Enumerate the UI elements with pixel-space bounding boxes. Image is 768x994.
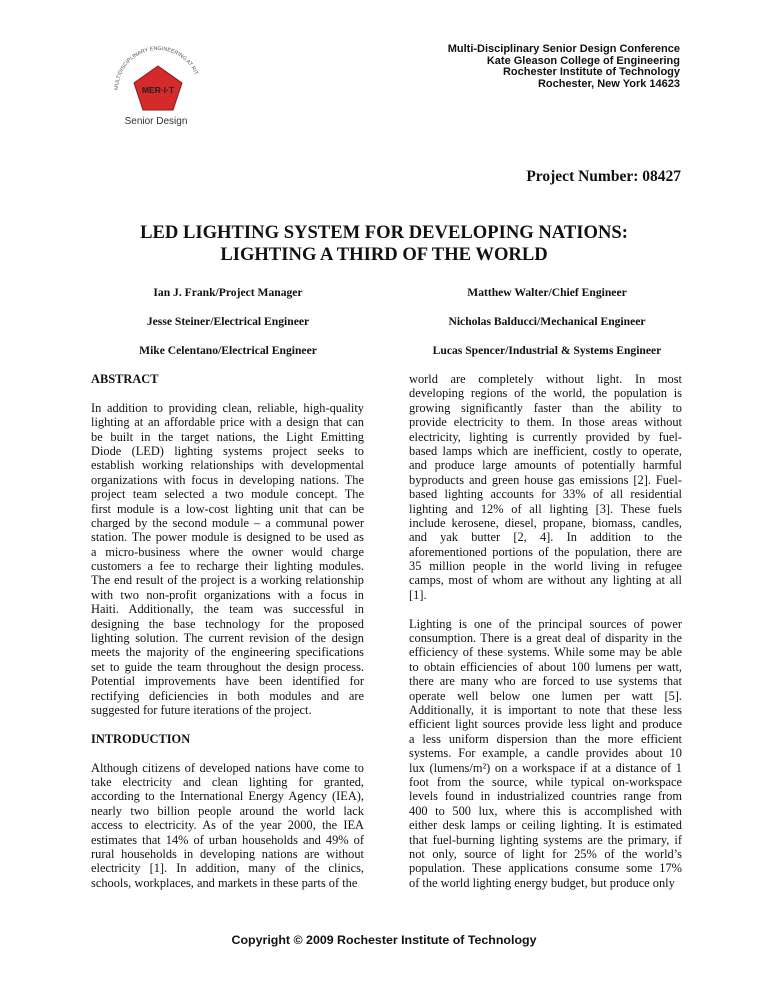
text-line-content: efficient light sources provide less light and produce: [409, 717, 682, 732]
text-line-content: lighting and 12% of all lighting [3]. These fuels: [409, 501, 682, 516]
text-line-content: electricity [1]. In addition, many of the clinics,: [91, 861, 364, 876]
text-line: [91, 588, 364, 602]
text-line: [91, 617, 364, 631]
text-line-content: rural households in developing nations are without: [91, 846, 364, 861]
introduction-heading: INTRODUCTION: [91, 731, 191, 746]
right-paragraph-2: [409, 617, 682, 890]
merit-logo: [112, 44, 204, 116]
text-line: [91, 876, 364, 890]
text-line-content: The end result of the project is a working relationship: [91, 573, 364, 588]
text-line-content: camps, most of whom are without any lighting at all: [409, 573, 682, 588]
text-line-content: and yak butter [2, 4]. In addition to the: [409, 530, 682, 545]
text-line: [409, 847, 682, 861]
copyright-footer: Copyright © 2009 Rochester Institute of Technology: [231, 933, 537, 947]
text-line-content: Potential improvements have been identified for: [91, 674, 364, 689]
text-line: [409, 833, 682, 847]
text-line: [91, 458, 364, 472]
conference-line: Kate Gleason College of Engineering: [486, 54, 680, 67]
text-line-content: that fuel-burning lighting systems are the primary, if: [409, 832, 682, 847]
text-line: [91, 602, 364, 616]
text-line: [409, 487, 682, 501]
text-line: [409, 559, 682, 573]
text-line-content: world are completely without light. In most: [409, 372, 682, 386]
text-line-content: access to electricity. As of the year 2000, the IEA: [91, 818, 364, 833]
text-line: [91, 631, 364, 645]
text-line: [409, 401, 682, 415]
text-line: [409, 876, 682, 890]
text-line-content: station. The power module is designed to be used as: [91, 530, 364, 545]
text-line: [409, 372, 682, 386]
text-line-content: lighting at an affordable price with a design that can: [91, 415, 364, 430]
text-line-content: foot from the source, while typical on-workspace: [409, 774, 682, 789]
logo-caption: Senior Design: [124, 116, 188, 127]
author: Ian J. Frank/Project Manager: [153, 286, 303, 299]
text-line: [91, 660, 364, 674]
logo-arc-text: MULTIDISCIPLINARY ENGINEERING AT RIT: [113, 45, 199, 91]
text-line: [409, 732, 682, 746]
text-line-content: efficiency of these systems. While some may be able: [409, 645, 682, 660]
text-line: [409, 386, 682, 400]
text-line-content: lux (lumens/m²) on a workspace if at a distance of 1: [409, 760, 682, 775]
text-line: [409, 516, 682, 530]
text-line: [409, 473, 682, 487]
conference-line: Rochester, New York 14623: [537, 77, 680, 90]
text-line: [409, 689, 682, 703]
text-line-content: lighting solution. The current revision of the design: [91, 631, 364, 646]
text-line: [409, 717, 682, 731]
text-line: [409, 674, 682, 688]
text-line-content: establish working relationships with developmental: [91, 458, 364, 473]
text-line-content: there are many who are forced to use systems that: [409, 674, 682, 689]
text-line-content: of the world lighting energy budget, but produce only: [409, 875, 675, 890]
text-line-content: based lamps which are inefficient, costly to operate,: [409, 443, 682, 458]
text-line-content: population. These applications consume some 17%: [409, 861, 682, 876]
text-line: [409, 818, 682, 832]
text-line: [91, 645, 364, 659]
text-line: [91, 761, 364, 775]
text-line: [91, 430, 364, 444]
text-line: [409, 415, 682, 429]
author: Jesse Steiner/Electrical Engineer: [146, 315, 310, 328]
text-line: [91, 473, 364, 487]
text-line-content: 400 to 500 lux, where this is accomplished with: [409, 803, 682, 818]
text-line-content: Lighting is one of the principal sources of power: [409, 616, 682, 631]
text-line: [409, 660, 682, 674]
text-line-content: operate well below one lumen per watt [5].: [409, 688, 682, 703]
author: Matthew Walter/Chief Engineer: [467, 286, 627, 299]
text-line: [409, 861, 682, 875]
text-line-content: to obtain efficiencies of about 100 lumens per watt,: [409, 659, 682, 674]
text-line: [91, 516, 364, 530]
text-line: [91, 487, 364, 501]
abstract-body: [91, 401, 364, 718]
text-line: [91, 689, 364, 703]
author: Nicholas Balducci/Mechanical Engineer: [448, 315, 646, 328]
title-line-2: LIGHTING A THIRD OF THE WORLD: [220, 244, 548, 265]
text-line: [91, 401, 364, 415]
text-line-content: charged by the second module – a communal power: [91, 515, 364, 530]
text-line: [409, 573, 682, 587]
text-line: [91, 703, 364, 717]
text-line: [91, 545, 364, 559]
text-line: [409, 804, 682, 818]
abstract-heading: ABSTRACT: [91, 372, 159, 386]
text-line: [409, 588, 682, 602]
text-line-content: a micro-business where the owner would charge: [91, 544, 364, 559]
paper-title: [0, 222, 768, 266]
text-line-content: developing regions of the world, the population is: [409, 386, 682, 401]
text-line-content: a less uniform dispersion than the more efficient: [409, 731, 682, 746]
text-line: [409, 703, 682, 717]
text-line: [409, 789, 682, 803]
text-line-content: aforementioned portions of the population, there are: [409, 544, 682, 559]
text-line-content: In addition to providing clean, reliable, high-quality: [91, 400, 364, 415]
text-line: [409, 746, 682, 760]
text-line-content: organizations with focus in developing nations. The: [91, 472, 364, 487]
text-line: [91, 674, 364, 688]
text-line: [409, 545, 682, 559]
text-line-content: systems. For example, a candle provides about 10: [409, 746, 682, 761]
text-line-content: take electricity and clean lighting for granted,: [91, 774, 364, 789]
text-line: [91, 444, 364, 458]
text-line: [409, 458, 682, 472]
text-line-content: [1].: [409, 587, 427, 602]
text-line: [409, 444, 682, 458]
text-line-content: 35 million people in the world living in refugee: [409, 559, 682, 574]
text-line: [409, 617, 682, 631]
text-line-content: suggested for future iterations of the project.: [91, 702, 312, 717]
text-line: [91, 847, 364, 861]
conference-info: [448, 44, 680, 90]
text-line-content: rectifying deficiencies in both modules and are: [91, 688, 364, 703]
text-line-content: meets the majority of the engineering specifications: [91, 645, 364, 660]
text-line: [91, 818, 364, 832]
text-line-content: set to guide the team throughout the design process.: [91, 659, 364, 674]
text-line-content: Although citizens of developed nations have come to: [91, 760, 364, 775]
text-line-content: and produce large amounts of potentially harmful: [409, 458, 682, 473]
text-line: [91, 861, 364, 875]
text-line-content: Haiti. Additionally, the team was successful in: [91, 602, 364, 617]
text-line-content: nearly two billion people around the world lack: [91, 803, 364, 818]
text-line: [91, 804, 364, 818]
text-line-content: schools, workplaces, and markets in these parts of the: [91, 875, 358, 890]
text-line: [409, 645, 682, 659]
text-line: [409, 775, 682, 789]
text-line: [91, 789, 364, 803]
author: Lucas Spencer/Industrial & Systems Engineer: [432, 344, 662, 357]
logo-center-text: MER·I·T: [141, 85, 175, 95]
text-line-content: either desk lamps or ceiling lighting. It is estimated: [409, 818, 682, 833]
text-line: [409, 631, 682, 645]
conference-line: Multi-Disciplinary Senior Design Conference: [447, 43, 680, 55]
left-column: [91, 372, 364, 890]
text-line-content: Additionally, it is important to note that these less: [409, 702, 682, 717]
text-line-content: not only, source of light for 25% of the world’s: [409, 846, 682, 861]
title-line-1: LED LIGHTING SYSTEM FOR DEVELOPING NATIONS:: [140, 222, 628, 243]
text-line: [91, 530, 364, 544]
text-line-content: growing significantly faster than the ability to: [409, 400, 682, 415]
text-line-content: estimates that 14% of urban households and 49% of: [91, 832, 364, 847]
text-line-content: be built in the target nations, the Light Emitting: [91, 429, 364, 444]
text-line: [91, 502, 364, 516]
text-line: [409, 502, 682, 516]
text-line-content: provide electricity to them. In those areas without: [409, 415, 682, 430]
right-column: [409, 372, 682, 890]
text-line-content: Diode (LED) lighting systems project seeks to: [91, 443, 364, 458]
project-number: Project Number: 08427: [526, 168, 681, 185]
text-line-content: electricity, lighting is currently provided by fuel-: [409, 429, 682, 444]
text-line-content: with two non-profit organizations with a focus in: [91, 587, 364, 602]
text-line: [91, 775, 364, 789]
text-line-content: project team selected a two module concept. The: [91, 487, 364, 502]
text-line: [409, 430, 682, 444]
text-line-content: levels found in industrialized countries range from: [409, 789, 682, 804]
text-line-content: according to the International Energy Agency (IEA),: [91, 789, 364, 804]
text-line: [409, 530, 682, 544]
text-line: [91, 415, 364, 429]
author: Mike Celentano/Electrical Engineer: [139, 344, 317, 357]
right-paragraph-1: [409, 372, 682, 602]
text-line: [91, 573, 364, 587]
text-line-content: consumption. There is a great deal of disparity in the: [409, 631, 682, 646]
introduction-body: [91, 761, 364, 891]
text-line: [91, 559, 364, 573]
text-line: [409, 761, 682, 775]
conference-line: Rochester Institute of Technology: [502, 66, 680, 79]
text-line: [91, 833, 364, 847]
text-line-content: byproducts and green house gas emissions [2]. Fuel-: [409, 472, 682, 487]
text-line-content: include kerosene, diesel, propane, biomass, candles,: [409, 515, 682, 530]
text-line-content: based lighting accounts for 33% of all residential: [409, 487, 682, 502]
text-line-content: customers a fee to recharge their lighting modules.: [91, 559, 364, 574]
text-line-content: designing the base technology for the proposed: [91, 616, 364, 631]
text-line-content: first module is a low-cost lighting unit that can be: [91, 501, 364, 516]
